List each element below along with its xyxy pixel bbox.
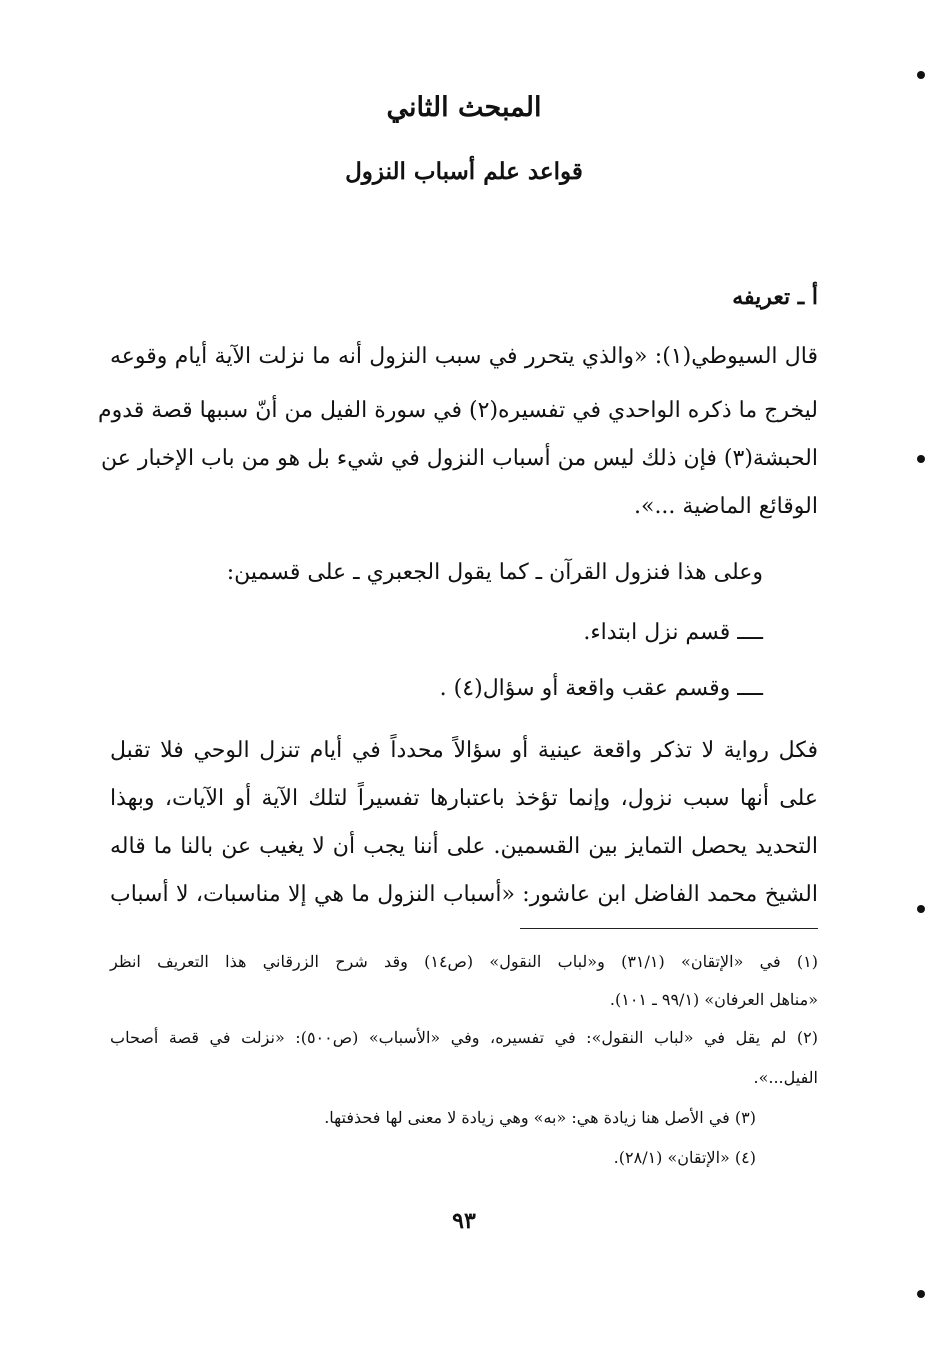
body-line: الوقائع الماضية ...».	[633, 494, 818, 519]
page-number: ٩٣	[452, 1208, 476, 1234]
margin-mark	[917, 905, 925, 913]
body-line: الحبشة⁨(٣)⁩ فإن ذلك ليس من أسباب النزول في شيء بل هو من باب الإخبار عن	[100, 446, 818, 471]
margin-mark	[917, 455, 925, 463]
section-label: أ ـ تعريفه	[732, 284, 818, 310]
footnote-line: (٢) لم يقل في «لباب النقول»: في تفسيره، وفي «الأسباب» (ص٥٠٠): «نزلت في قصة أصحاب	[110, 1028, 819, 1047]
list-item: ــــ وقسم عقب واقعة أو سؤال⁨(٤)⁩ .	[439, 676, 763, 701]
footnote-line: (٣) في الأصل هنا زيادة هي: «به» وهي زيادة لا معنى لها فحذفتها.	[324, 1108, 756, 1127]
body-line: التحديد يحصل التمايز بين القسمين. على أننا يجب أن لا يغيب عن بالنا ما قاله	[110, 834, 818, 859]
body-line: وعلى هذا فنزول القرآن ـ كما يقول الجعبري ـ على قسمين:	[226, 560, 763, 585]
footnote-line: «مناهل العرفان» (٩٩/١ ـ ١٠١).	[609, 990, 818, 1009]
margin-mark	[917, 71, 925, 79]
chapter-title: المبحث الثاني	[386, 92, 542, 123]
footnote-line: الفيل...».	[753, 1068, 818, 1087]
footnote-line: (١) في «الإتقان» (٣١/١) و«لباب النقول» (ص١٤) وقد شرح الزرقاني هذا التعريف انظر	[110, 952, 819, 971]
body-line: الشيخ محمد الفاضل ابن عاشور: «أسباب النزول ما هي إلا مناسبات، لا أسباب	[110, 882, 818, 907]
body-line: ليخرج ما ذكره الواحدي في تفسيره⁨(٢)⁩ في سورة الفيل من أنّ سببها قصة قدوم	[97, 398, 818, 423]
chapter-subtitle: قواعد علم أسباب النزول	[345, 158, 583, 185]
body-line: فكل رواية لا تذكر واقعة عينية أو سؤالاً محدداً في أيام تنزل الوحي فلا تقبل	[110, 738, 818, 763]
body-line: قال السيوطي⁨(١)⁩: «والذي يتحرر في سبب النزول أنه ما نزلت الآية أيام وقوعه	[110, 344, 818, 369]
footnote-separator	[520, 928, 818, 929]
body-line: على أنها سبب نزول، وإنما تؤخذ باعتبارها تفسيراً لتلك الآية أو الآيات، وبهذا	[110, 786, 818, 811]
margin-mark	[917, 1290, 925, 1298]
footnote-line: (٤) «الإتقان» (٢٨/١).	[613, 1148, 756, 1167]
list-item: ــــ قسم نزل ابتداء.	[583, 620, 763, 645]
